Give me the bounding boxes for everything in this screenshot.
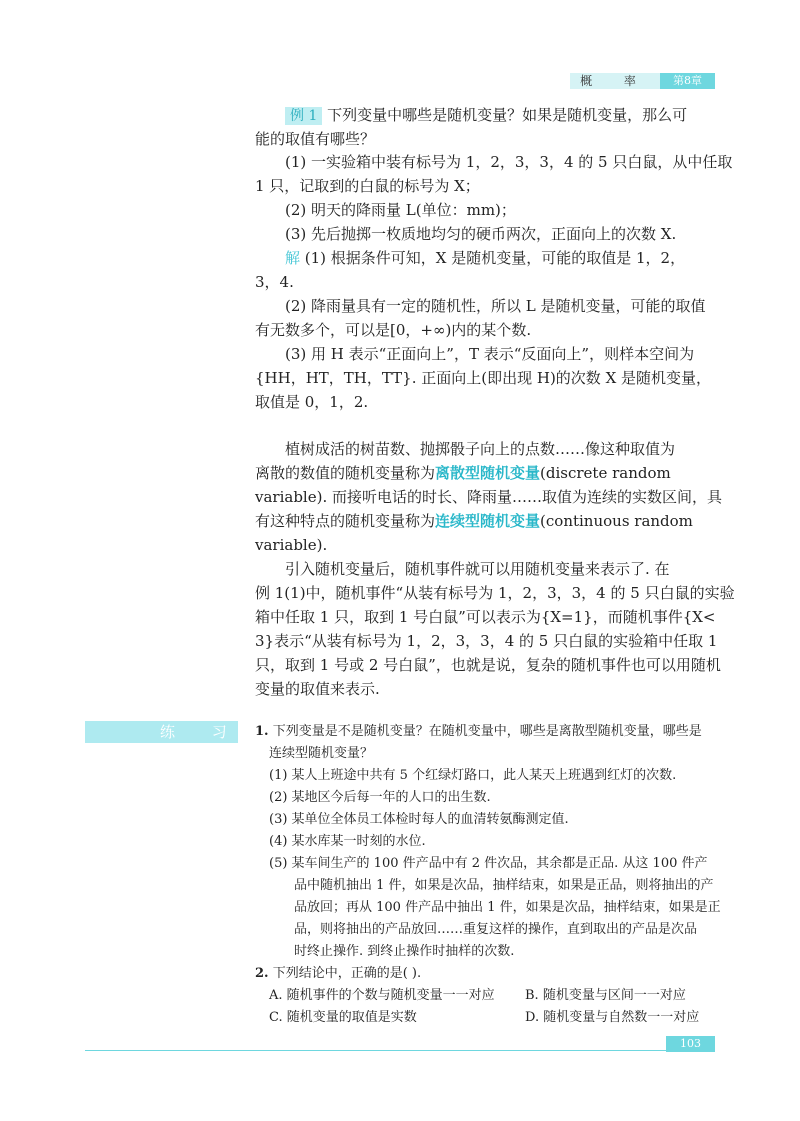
exercise1-number: 1.: [255, 724, 269, 739]
paragraph1-line2-english: (discrete random: [540, 464, 671, 482]
exercise2-option-a: A. 随机事件的个数与随机变量一一对应: [269, 988, 495, 1003]
solution-part3-line1: (3) 用 H 表示“正面向上”，T 表示“反面向上”，则样本空间为: [285, 345, 695, 363]
paragraph1-line4-english: (continuous random: [540, 512, 693, 530]
exercise1-item3: (3) 某单位全体员工体检时每人的血清转氨酶测定值.: [269, 812, 569, 827]
exercise1-item5-line3: 品放回；再从 100 件产品中抽出 1 件，如果是次品，抽样结束，如果是正: [294, 900, 721, 915]
exercise1-line2: 连续型随机变量？: [269, 746, 374, 761]
exercise1-item5-line4: 品，则将抽出的产品放回……重复这样的操作，直到取出的产品是次品: [294, 922, 698, 937]
exercise1-item5-line1: (5) 某车间生产的 100 件产品中有 2 件次品，其余都是正品. 从这 100 件产: [269, 856, 708, 871]
solution-text: (1) 根据条件可知，X 是随机变量，可能的取值是 1，2，: [300, 249, 686, 267]
solution-part3-line3: 取值是 0，1，2.: [255, 393, 369, 411]
example-item3: (3) 先后抛掷一枚质地均匀的硬币两次，正面向上的次数 X.: [285, 225, 677, 243]
chapter-header: [570, 73, 715, 89]
paragraph2-line6: 变量的取值来表示.: [255, 680, 380, 698]
term-continuous: 连续型随机变量: [435, 512, 541, 530]
exercise2-option-d: D. 随机变量与自然数一一对应: [525, 1010, 700, 1025]
exercise1-item5-line2: 品中随机抽出 1 件，如果是次品，抽样结束，如果是正品，则将抽出的产: [294, 878, 714, 893]
paragraph2-line4: 3}表示“从装有标号为 1，2，3，3，4 的 5 只白鼠的实验箱中任取 1: [255, 632, 718, 650]
page-number: 103: [666, 1036, 715, 1052]
exercise2-line1: [255, 963, 421, 985]
solution-label: 解: [285, 249, 301, 267]
paragraph2-line1: 引入随机变量后，随机事件就可以用随机变量来表示了. 在: [285, 560, 670, 578]
exercise1-line1: [255, 721, 702, 743]
paragraph1-line2: [255, 461, 671, 485]
exercise2-option-b: B. 随机变量与区间一一对应: [525, 988, 686, 1003]
example-label: 例 1: [285, 107, 322, 125]
exercise2-number: 2.: [255, 966, 269, 981]
solution-part2-line2: 有无数多个，可以是[0，+∞)内的某个数.: [255, 321, 532, 339]
example-question-line: [285, 103, 687, 128]
footer-divider: [85, 1050, 715, 1051]
solution-part3-line2: {HH，HT，TH，TT}. 正面向上(即出现 H)的次数 X 是随机变量，: [255, 369, 712, 387]
example-item2: (2) 明天的降雨量 L(单位：mm)；: [285, 201, 516, 219]
exercise2-text: 下列结论中，正确的是( ).: [272, 966, 422, 981]
exercise1-text: 下列变量是不是随机变量？在随机变量中，哪些是离散型随机变量，哪些是: [272, 724, 702, 739]
exercise1-item5-line5: 时终止操作. 到终止操作时抽样的次数.: [294, 944, 515, 959]
exercise1-item1: (1) 某人上班途中共有 5 个红绿灯路口，此人某天上班遇到红灯的次数.: [269, 768, 677, 783]
practice-label: 练 习: [160, 723, 243, 741]
term-discrete: 离散型随机变量: [435, 464, 541, 482]
paragraph2-line3: 箱中任取 1 只，取到 1 号白鼠”可以表示为{X=1}，而随机事件{X<: [255, 608, 716, 626]
solution-line2: 3，4.: [255, 273, 294, 291]
paragraph1-line3: variable). 而接听电话的时长、降雨量……取值为连续的实数区间，具: [255, 488, 722, 506]
example-item1-line2: 1 只，记取到的白鼠的标号为 X；: [255, 177, 480, 195]
paragraph1-line4: [255, 509, 693, 533]
paragraph2-line2: 例 1(1)中，随机事件“从装有标号为 1，2，3，3，4 的 5 只白鼠的实验: [255, 584, 735, 602]
example-item1-line1: (1) 一实验箱中装有标号为 1，2，3，3，4 的 5 只白鼠，从中任取: [285, 153, 733, 171]
paragraph1-line1: 植树成活的树苗数、抛掷骰子向上的点数……像这种取值为: [285, 440, 676, 458]
exercise1-item2: (2) 某地区今后每一年的人口的出生数.: [269, 790, 491, 805]
exercise1-item4: (4) 某水库某一时刻的水位.: [269, 834, 426, 849]
paragraph1-line4-text: 有这种特点的随机变量称为: [255, 512, 436, 530]
solution-part2-line1: (2) 降雨量具有一定的随机性，所以 L 是随机变量，可能的取值: [285, 297, 706, 315]
paragraph1-line2-text: 离散的数值的随机变量称为: [255, 464, 436, 482]
example-question-text: 下列变量中哪些是随机变量？如果是随机变量，那么可: [327, 106, 688, 124]
solution-line1: [285, 246, 685, 270]
paragraph1-line5: variable).: [255, 536, 328, 554]
exercise2-option-c: C. 随机变量的取值是实数: [269, 1010, 417, 1025]
chapter-number: 第8章: [660, 73, 715, 89]
example-question-line2: 能的取值有哪些？: [255, 130, 376, 148]
chapter-name: 概 率: [570, 73, 660, 89]
paragraph2-line5: 只，取到 1 号或 2 号白鼠”，也就是说，复杂的随机事件也可以用随机: [255, 656, 721, 674]
